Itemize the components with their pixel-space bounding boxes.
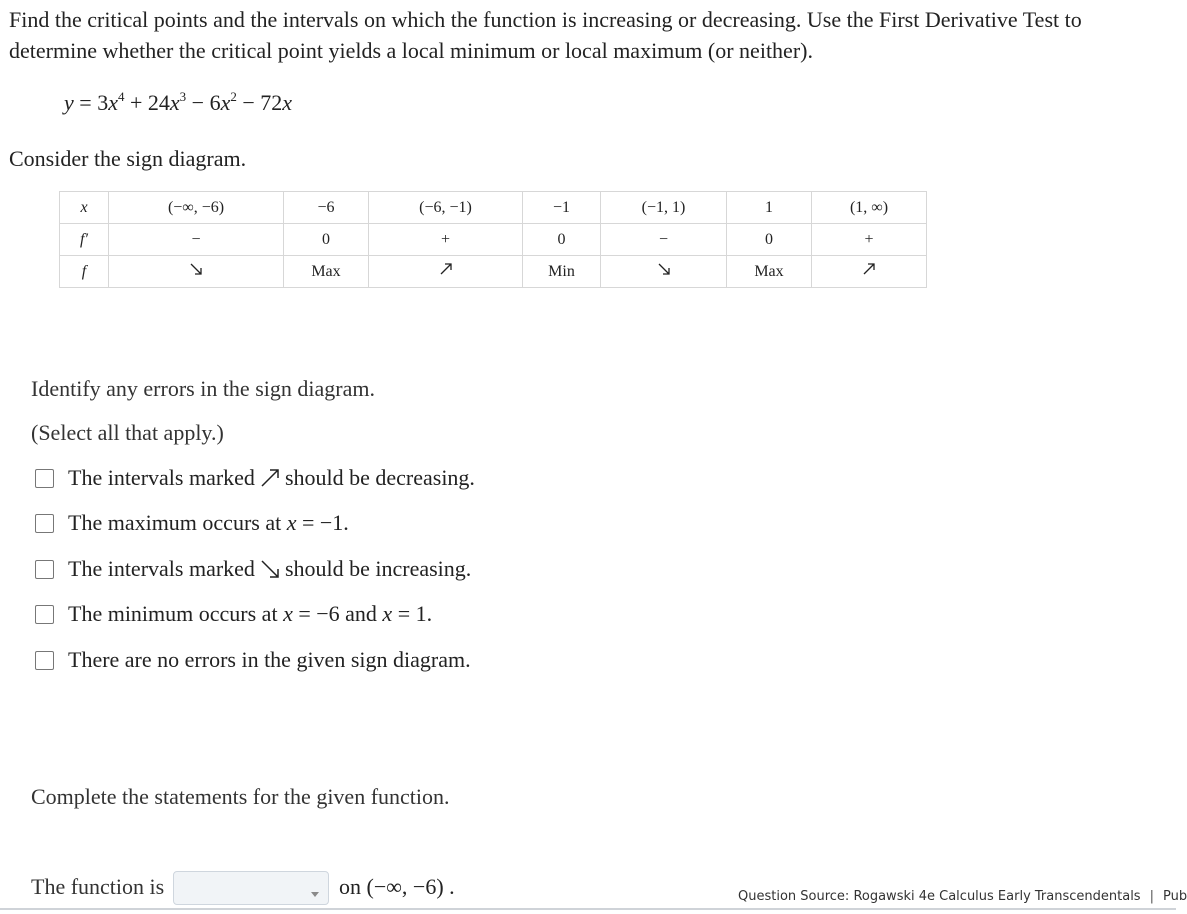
x-row — [60, 192, 927, 224]
arrow-down-right-icon — [189, 262, 203, 276]
f-cell: Max — [727, 256, 812, 288]
fprime-cell: + — [812, 224, 927, 256]
select-all-hint: (Select all that apply.) — [31, 420, 224, 445]
arrow-up-right-icon — [862, 262, 876, 276]
function-behavior-dropdown[interactable] — [173, 871, 329, 905]
x-cell: 1 — [727, 192, 812, 224]
fprime-cell: 0 — [523, 224, 601, 256]
question-source: Question Source: Rogawski 4e Calculus Early Transcendentals | Pub — [738, 889, 1187, 904]
x-cell: (−∞, −6) — [109, 192, 284, 224]
question-prompt: Find the critical points and the intervals on which the function is increasing or decreasing. Use the First Derivative Test to determine whether the critical point yields a local minimum or local maximum (or neither). — [9, 7, 1082, 63]
option-no-errors[interactable]: There are no errors in the given sign diagram. — [35, 647, 471, 673]
sign-diagram-table — [59, 191, 927, 288]
option-decreasing-should-increase[interactable]: The intervals marked should be increasing. — [35, 556, 471, 582]
option-increasing-should-decrease[interactable]: The intervals marked should be decreasing. — [35, 465, 475, 491]
fprime-cell: − — [109, 224, 284, 256]
fprime-cell: 0 — [727, 224, 812, 256]
f-cell: Max — [284, 256, 369, 288]
x-cell: (−1, 1) — [601, 192, 727, 224]
fprime-cell: − — [601, 224, 727, 256]
fprime-cell: + — [369, 224, 523, 256]
f-cell — [601, 256, 727, 288]
consider-text: Consider the sign diagram. — [9, 146, 247, 171]
f-cell — [369, 256, 523, 288]
checkbox[interactable] — [35, 514, 54, 533]
option-minimum-at-neg6-and-1[interactable]: The minimum occurs at x = −6 and x = 1. — [35, 601, 432, 627]
divider — [0, 908, 1176, 910]
x-cell: (−6, −1) — [369, 192, 523, 224]
chevron-down-icon — [311, 892, 319, 897]
arrow-up-right-icon — [439, 262, 453, 276]
errors-heading: Identify any errors in the sign diagram. — [31, 376, 375, 401]
option-maximum-at-neg1[interactable]: The maximum occurs at x = −1. — [35, 510, 349, 536]
f-cell — [109, 256, 284, 288]
arrow-up-right-icon — [259, 468, 281, 488]
fprime-cell: 0 — [284, 224, 369, 256]
function-equation: $y = 3x^4 + 24x^3 - 6x^2 - 72x$ — [64, 89, 293, 115]
statement-prefix: The function is — [31, 874, 165, 899]
f-label: f — [60, 256, 109, 288]
fprime-row — [60, 224, 927, 256]
x-cell: −1 — [523, 192, 601, 224]
f-cell: Min — [523, 256, 601, 288]
complete-heading: Complete the statements for the given function. — [31, 784, 450, 809]
f-cell — [812, 256, 927, 288]
checkbox[interactable] — [35, 560, 54, 579]
checkbox[interactable] — [35, 469, 54, 488]
fprime-label: f′ — [60, 224, 109, 256]
x-cell: (1, ∞) — [812, 192, 927, 224]
arrow-down-right-icon — [259, 559, 281, 579]
arrow-down-right-icon — [657, 262, 671, 276]
statement-suffix: on (−∞, −6) . — [339, 874, 455, 899]
checkbox[interactable] — [35, 605, 54, 624]
checkbox[interactable] — [35, 651, 54, 670]
x-label: x — [60, 192, 109, 224]
x-cell: −6 — [284, 192, 369, 224]
f-row — [60, 256, 927, 288]
